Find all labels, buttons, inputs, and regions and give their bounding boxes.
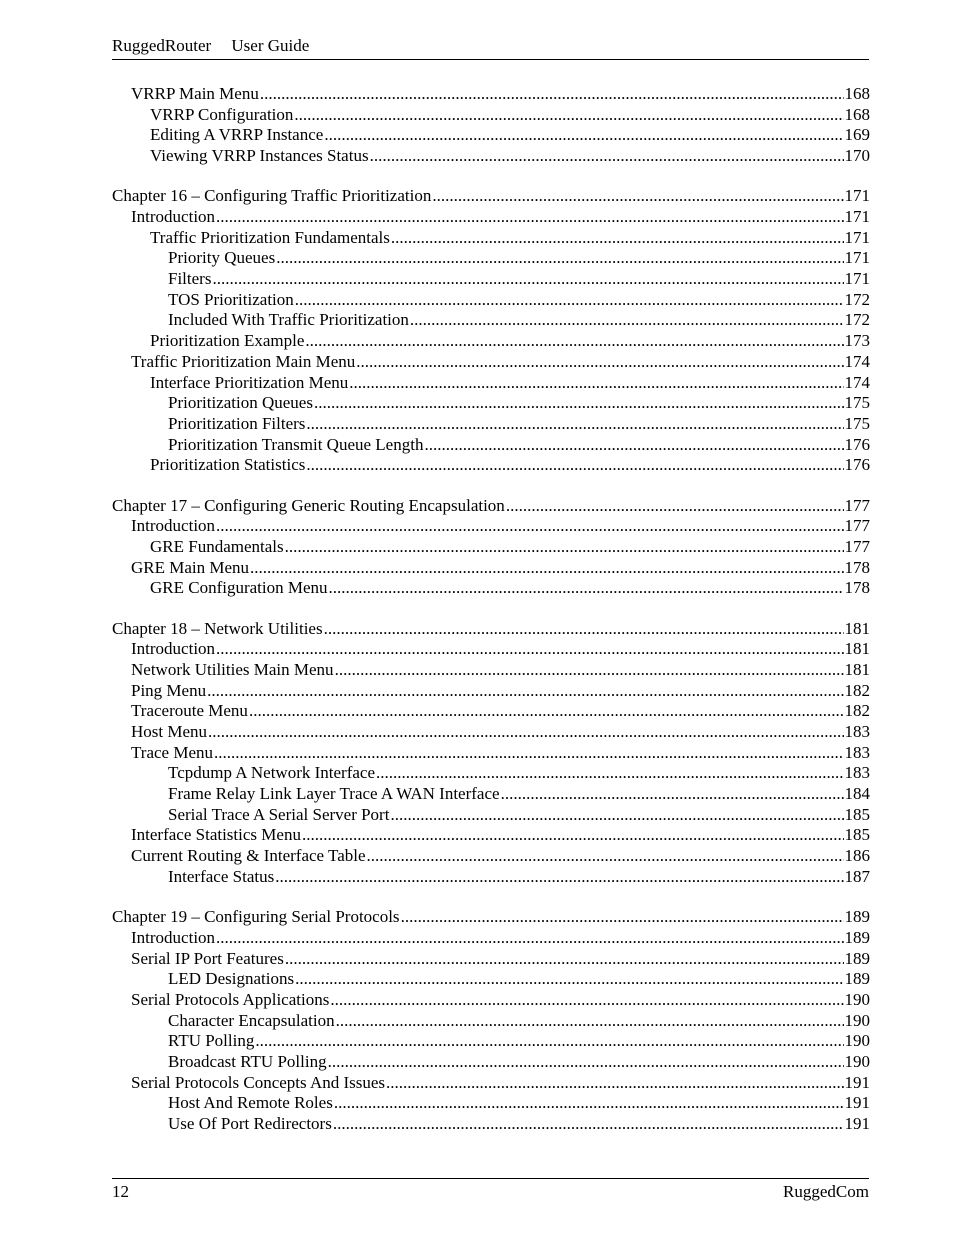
toc-entry-page: 183 [844, 763, 870, 783]
toc-entry[interactable] [112, 825, 870, 846]
toc-entry-title: Chapter 17 – Configuring Generic Routing Encapsulation [112, 495, 505, 515]
toc-entry-page: 168 [844, 84, 870, 103]
toc-entry-page: 174 [844, 351, 870, 371]
toc-entry[interactable] [112, 743, 870, 764]
toc-entry-page: 187 [844, 866, 870, 886]
toc-entry-page: 190 [844, 1031, 870, 1051]
toc-entry-page: 190 [844, 1010, 870, 1030]
toc-entry-title: Tcpdump A Network Interface [168, 763, 375, 783]
toc-entry[interactable] [112, 846, 870, 867]
toc-entry-title: Prioritization Filters [168, 413, 306, 433]
toc-entry[interactable] [112, 516, 870, 537]
toc-dot-leader [334, 1093, 844, 1114]
toc-entry-page: 184 [844, 784, 870, 804]
toc-entry[interactable] [112, 373, 870, 394]
toc-entry[interactable] [112, 784, 870, 805]
toc-entry-page: 189 [844, 927, 870, 947]
toc-entry[interactable] [112, 1114, 870, 1135]
toc-entry-title: Broadcast RTU Polling [168, 1051, 327, 1071]
toc-entry-title: Introduction [131, 516, 216, 536]
toc-entry[interactable] [112, 496, 870, 517]
toc-dot-leader [285, 949, 844, 970]
toc-entry-title: Editing A VRRP Instance [150, 125, 324, 145]
toc-section [112, 84, 870, 167]
toc-entry-title: Viewing VRRP Instances Status [150, 146, 369, 166]
toc-entry-page: 177 [844, 495, 870, 515]
toc-entry-title: Priority Queues [168, 248, 276, 268]
toc-entry-title: Interface Statistics Menu [131, 825, 301, 845]
toc-entry[interactable] [112, 660, 870, 681]
toc-entry-title: VRRP Main Menu [131, 84, 259, 103]
toc-dot-leader [333, 1114, 844, 1135]
toc-entry[interactable] [112, 537, 870, 558]
toc-dot-leader [424, 435, 843, 456]
toc-entry-title: Serial Trace A Serial Server Port [168, 804, 390, 824]
toc-entry-title: Filters [168, 269, 212, 289]
toc-entry-page: 171 [844, 269, 870, 289]
toc-dot-leader [207, 681, 843, 702]
toc-dot-leader [330, 990, 843, 1011]
toc-entry-page: 182 [844, 680, 870, 700]
toc-entry-title: Interface Prioritization Menu [150, 372, 349, 392]
toc-dot-leader [356, 352, 843, 373]
toc-entry-page: 189 [844, 907, 870, 927]
toc-dot-leader [294, 105, 843, 126]
toc-dot-leader [212, 269, 843, 290]
toc-entry-page: 190 [844, 1051, 870, 1071]
toc-entry-title: Frame Relay Link Layer Trace A WAN Interface [168, 784, 500, 804]
toc-dot-leader [208, 722, 843, 743]
toc-entry-page: 177 [844, 516, 870, 536]
footer-company: RuggedCom [783, 1182, 869, 1201]
toc-entry-page: 169 [844, 125, 870, 145]
toc-entry[interactable] [112, 84, 870, 105]
toc-dot-leader [255, 1031, 843, 1052]
toc-entry[interactable] [112, 1031, 870, 1052]
page-footer [112, 1178, 869, 1203]
toc-entry[interactable] [112, 125, 870, 146]
toc-entry-page: 189 [844, 948, 870, 968]
toc-dot-leader [432, 186, 843, 207]
toc-dot-leader [349, 373, 843, 394]
toc-dot-leader [401, 907, 844, 928]
toc-dot-leader [302, 825, 844, 846]
toc-entry-title: Serial IP Port Features [131, 948, 284, 968]
toc-dot-leader [335, 660, 844, 681]
toc-entry[interactable] [112, 228, 870, 249]
toc-entry-page: 171 [844, 227, 870, 247]
toc-dot-leader [329, 578, 844, 599]
toc-dot-leader [295, 969, 843, 990]
toc-entry-title: Character Encapsulation [168, 1010, 335, 1030]
toc-entry-page: 176 [844, 455, 870, 475]
toc-entry-page: 175 [844, 393, 870, 413]
toc-entry-page: 174 [844, 372, 870, 392]
header-doc-title: User Guide [231, 36, 310, 55]
toc-section [112, 907, 870, 1135]
toc-entry[interactable] [112, 290, 870, 311]
toc-dot-leader [216, 928, 843, 949]
toc-dot-leader [386, 1073, 843, 1094]
toc-dot-leader [305, 331, 843, 352]
toc-entry-title: Host Menu [131, 722, 208, 742]
toc-dot-leader [216, 516, 843, 537]
toc-dot-leader [324, 125, 843, 146]
toc-entry-title: Network Utilities Main Menu [131, 659, 334, 679]
toc-entry[interactable] [112, 639, 870, 660]
toc-entry-page: 172 [844, 289, 870, 309]
toc-dot-leader [324, 619, 844, 640]
toc-entry[interactable] [112, 949, 870, 970]
toc-entry-page: 191 [844, 1114, 870, 1133]
toc-entry-title: Prioritization Statistics [150, 455, 306, 475]
toc-dot-leader [501, 784, 844, 805]
toc-entry-title: Chapter 19 – Configuring Serial Protocols [112, 907, 400, 927]
toc-entry-title: Current Routing & Interface Table [131, 846, 366, 866]
toc-entry-page: 191 [844, 1072, 870, 1092]
toc-entry[interactable] [112, 928, 870, 949]
page-header [112, 35, 869, 60]
toc-dot-leader [216, 639, 843, 660]
toc-entry[interactable] [112, 455, 870, 476]
toc-entry[interactable] [112, 1052, 870, 1073]
toc-entry-page: 185 [844, 825, 870, 845]
toc-entry-title: RTU Polling [168, 1031, 255, 1051]
toc-dot-leader [275, 867, 843, 888]
toc-entry[interactable] [112, 722, 870, 743]
toc-dot-leader [391, 228, 844, 249]
toc-entry-title: LED Designations [168, 969, 295, 989]
toc-entry[interactable] [112, 1073, 870, 1094]
toc-dot-leader [328, 1052, 844, 1073]
toc-entry[interactable] [112, 558, 870, 579]
footer-page-number: 12 [112, 1182, 129, 1201]
toc-entry-page: 181 [844, 639, 870, 659]
toc-entry-page: 176 [844, 434, 870, 454]
header-product: RuggedRouter [112, 36, 212, 55]
toc-entry-page: 171 [844, 186, 870, 206]
toc-entry[interactable] [112, 867, 870, 888]
toc-entry-title: Serial Protocols Applications [131, 989, 330, 1009]
toc-dot-leader [250, 558, 843, 579]
toc-entry-page: 181 [844, 618, 870, 638]
toc-entry-title: Prioritization Transmit Queue Length [168, 434, 424, 454]
toc-entry-page: 177 [844, 536, 870, 556]
toc-entry-title: Trace Menu [131, 742, 213, 762]
toc-entry-title: Traffic Prioritization Fundamentals [150, 227, 390, 247]
toc-entry[interactable] [112, 763, 870, 784]
toc-entry-title: Interface Status [168, 866, 275, 886]
toc-entry-title: Introduction [131, 639, 216, 659]
toc-entry-page: 181 [844, 659, 870, 679]
toc-dot-leader [285, 537, 844, 558]
toc-entry[interactable] [112, 681, 870, 702]
toc-entry-title: GRE Configuration Menu [150, 578, 328, 598]
toc-entry-page: 182 [844, 701, 870, 721]
toc-entry-title: VRRP Configuration [150, 104, 294, 124]
toc-entry-page: 170 [844, 146, 870, 166]
toc-entry-page: 178 [844, 557, 870, 577]
toc-entry[interactable] [112, 1011, 870, 1032]
toc-dot-leader [367, 846, 844, 867]
toc-entry-title: Included With Traffic Prioritization [168, 310, 409, 330]
toc-entry-page: 171 [844, 207, 870, 227]
toc-entry[interactable] [112, 105, 870, 126]
toc-dot-leader [214, 743, 844, 764]
toc-entry[interactable] [112, 310, 870, 331]
toc-dot-leader [506, 496, 844, 517]
toc-entry-title: GRE Main Menu [131, 557, 250, 577]
toc-entry-page: 185 [844, 804, 870, 824]
toc-entry[interactable] [112, 146, 870, 167]
toc-entry[interactable] [112, 269, 870, 290]
toc-entry[interactable] [112, 186, 870, 207]
toc-entry-page: 168 [844, 104, 870, 124]
toc-dot-leader [306, 414, 843, 435]
toc-entry-title: TOS Prioritization [168, 289, 294, 309]
toc-dot-leader [260, 84, 844, 105]
toc-entry-title: Prioritization Queues [168, 393, 313, 413]
toc-entry-title: Introduction [131, 207, 216, 227]
toc-entry-title: Chapter 18 – Network Utilities [112, 618, 323, 638]
toc-section [112, 619, 870, 888]
toc-entry[interactable] [112, 578, 870, 599]
toc-dot-leader [216, 207, 843, 228]
toc-entry[interactable] [112, 248, 870, 269]
toc-entry[interactable] [112, 435, 870, 456]
toc-entry-title: Introduction [131, 927, 216, 947]
toc-dot-leader [370, 146, 844, 167]
toc-entry[interactable] [112, 331, 870, 352]
toc-entry[interactable] [112, 1093, 870, 1114]
toc-entry[interactable] [112, 701, 870, 722]
toc-entry[interactable] [112, 990, 870, 1011]
toc-entry-title: Traceroute Menu [131, 701, 248, 721]
toc-entry-page: 183 [844, 722, 870, 742]
toc-entry[interactable] [112, 907, 870, 928]
toc-entry-title: Serial Protocols Concepts And Issues [131, 1072, 386, 1092]
toc-entry-page: 191 [844, 1093, 870, 1113]
toc-entry[interactable] [112, 393, 870, 414]
toc-entry[interactable] [112, 352, 870, 373]
toc-entry[interactable] [112, 805, 870, 826]
toc-section [112, 186, 870, 476]
toc-entry-page: 178 [844, 578, 870, 598]
toc-entry[interactable] [112, 619, 870, 640]
toc-entry[interactable] [112, 414, 870, 435]
toc-entry-page: 175 [844, 413, 870, 433]
toc-entry-page: 190 [844, 989, 870, 1009]
toc-entry-title: Ping Menu [131, 680, 207, 700]
toc-entry-page: 171 [844, 248, 870, 268]
toc-dot-leader [336, 1011, 844, 1032]
toc-entry-page: 189 [844, 969, 870, 989]
toc-entry-title: Traffic Prioritization Main Menu [131, 351, 356, 371]
toc-dot-leader [306, 455, 843, 476]
toc-section [112, 496, 870, 599]
toc-dot-leader [314, 393, 844, 414]
toc-entry-page: 186 [844, 846, 870, 866]
table-of-contents [112, 84, 870, 1154]
toc-entry-page: 183 [844, 742, 870, 762]
toc-dot-leader [376, 763, 844, 784]
toc-entry-page: 172 [844, 310, 870, 330]
toc-dot-leader [295, 290, 844, 311]
toc-dot-leader [249, 701, 844, 722]
toc-entry-title: Chapter 16 – Configuring Traffic Prioritization [112, 186, 432, 206]
toc-entry[interactable] [112, 207, 870, 228]
toc-entry-page: 173 [844, 331, 870, 351]
toc-dot-leader [390, 805, 843, 826]
toc-entry[interactable] [112, 969, 870, 990]
toc-entry-title: Use Of Port Redirectors [168, 1114, 332, 1133]
toc-entry-title: Prioritization Example [150, 331, 305, 351]
toc-entry-title: GRE Fundamentals [150, 536, 284, 556]
toc-dot-leader [410, 310, 844, 331]
toc-entry-title: Host And Remote Roles [168, 1093, 333, 1113]
toc-dot-leader [276, 248, 843, 269]
